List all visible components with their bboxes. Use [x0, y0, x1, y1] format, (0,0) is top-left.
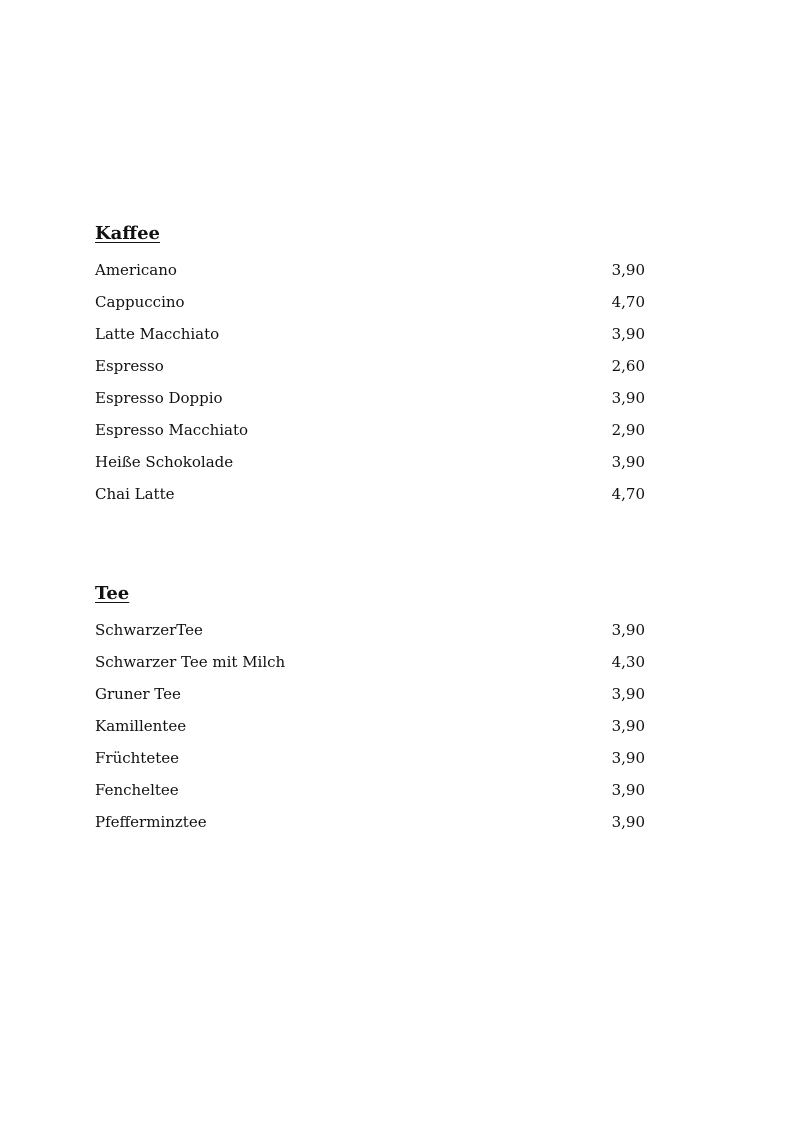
- item-name: Cappuccino: [95, 293, 185, 311]
- item-name: Chai Latte: [95, 485, 175, 503]
- item-name: Espresso Doppio: [95, 389, 223, 407]
- item-price: 3,90: [611, 621, 645, 639]
- item-price: 3,90: [611, 453, 645, 471]
- section-tee: [95, 582, 645, 838]
- item-name: Pfefferminztee: [95, 813, 207, 831]
- menu-item: [95, 414, 645, 446]
- section-title-tee: Tee: [95, 583, 130, 604]
- menu-item: [95, 254, 645, 286]
- menu-item: [95, 742, 645, 774]
- menu-list-tee: [95, 614, 645, 838]
- item-price: 4,70: [611, 293, 645, 311]
- menu-item: [95, 614, 645, 646]
- item-price: 3,90: [611, 325, 645, 343]
- item-price: 3,90: [611, 749, 645, 767]
- menu-item: [95, 286, 645, 318]
- item-name: Fencheltee: [95, 781, 179, 799]
- menu-item: [95, 774, 645, 806]
- item-name: Espresso Macchiato: [95, 421, 249, 439]
- menu-item: [95, 806, 645, 838]
- item-price: 3,90: [611, 781, 645, 799]
- item-name: Schwarzer Tee mit Milch: [95, 653, 286, 671]
- menu-item: [95, 646, 645, 678]
- item-name: Americano: [95, 261, 177, 279]
- item-price: 3,90: [611, 685, 645, 703]
- item-price: 4,70: [611, 485, 645, 503]
- section-kaffee: [95, 222, 645, 510]
- item-price: 3,90: [611, 717, 645, 735]
- item-name: Espresso: [95, 357, 164, 375]
- item-price: 3,90: [611, 261, 645, 279]
- item-name: Gruner Tee: [95, 685, 181, 703]
- item-price: 2,60: [611, 357, 645, 375]
- menu-item: [95, 382, 645, 414]
- menu-item: [95, 678, 645, 710]
- item-price: 3,90: [611, 389, 645, 407]
- item-price: 3,90: [611, 813, 645, 831]
- item-name: Kamillentee: [95, 717, 187, 735]
- menu-item: [95, 478, 645, 510]
- item-name: SchwarzerTee: [95, 621, 203, 639]
- item-name: Latte Macchiato: [95, 325, 220, 343]
- item-name: Früchtetee: [95, 749, 179, 767]
- menu-item: [95, 710, 645, 742]
- item-price: 2,90: [611, 421, 645, 439]
- menu-item: [95, 350, 645, 382]
- menu-list-kaffee: [95, 254, 645, 510]
- menu-item: [95, 318, 645, 350]
- item-price: 4,30: [611, 653, 645, 671]
- section-title-kaffee: Kaffee: [95, 223, 160, 244]
- item-name: Heiße Schokolade: [95, 453, 234, 471]
- menu-item: [95, 446, 645, 478]
